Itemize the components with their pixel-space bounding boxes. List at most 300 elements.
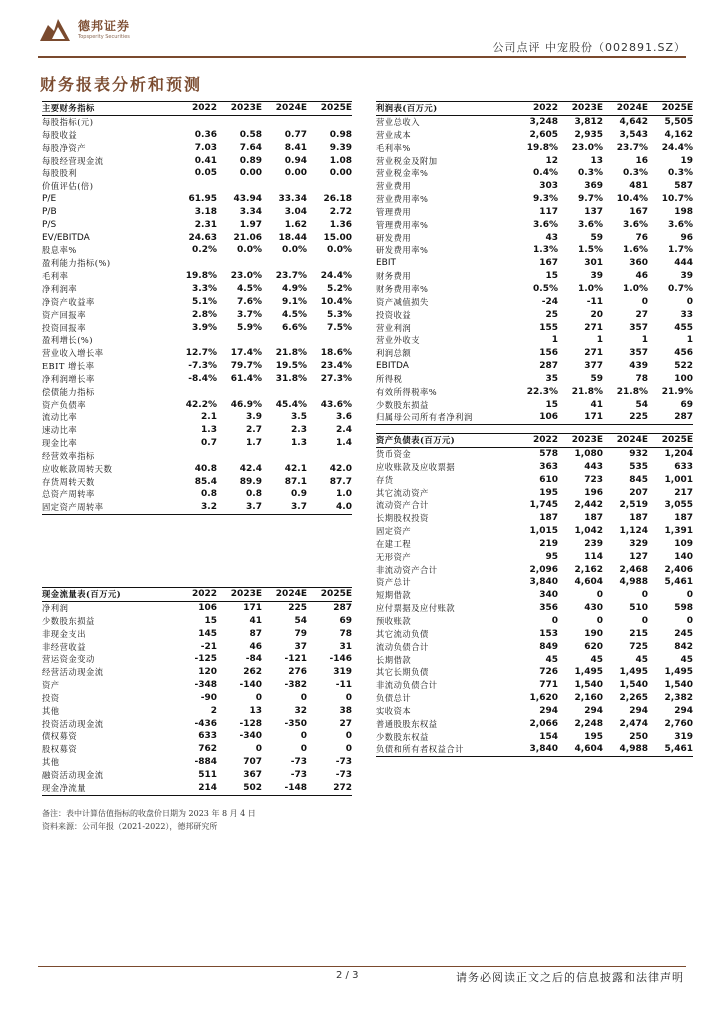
cell-value: 932 xyxy=(629,449,648,459)
table-row xyxy=(42,219,352,232)
row-label: 营运资金变动 xyxy=(42,654,95,665)
table-row xyxy=(42,450,352,463)
cell-value xyxy=(307,450,352,463)
table-row xyxy=(376,538,693,551)
cell-value: 33.34 xyxy=(278,194,307,205)
table-title: 现金流量表(百万元) xyxy=(42,588,172,602)
cell-value: 2024E xyxy=(603,102,648,116)
cell-value: 0 xyxy=(596,590,603,601)
cell-value: 2025E xyxy=(648,434,693,448)
row-label: 应付票据及应付账款 xyxy=(376,603,456,614)
cell-value: 357 xyxy=(629,322,648,333)
table-row xyxy=(376,628,693,641)
table-row xyxy=(42,488,352,501)
table-row xyxy=(376,322,693,335)
brand-logo-icon xyxy=(38,15,72,45)
table-row xyxy=(42,283,352,296)
cell-value: 1,620 xyxy=(529,693,558,704)
row-label: 长期股权投资 xyxy=(376,513,429,524)
row-label: 营业税金及附加 xyxy=(376,155,438,166)
cell-value: 444 xyxy=(674,258,693,269)
cell-value: 21.9% xyxy=(661,386,693,397)
cell-value: 41 xyxy=(590,399,603,410)
cell-value: 3,840 xyxy=(529,577,558,588)
cell-value: 1.6% xyxy=(623,245,648,256)
cell-value: 1 xyxy=(551,335,558,346)
table-row xyxy=(376,512,693,525)
table-row xyxy=(376,129,693,142)
row-label: 研发费用 xyxy=(376,232,412,243)
cell-value: 45 xyxy=(680,654,693,665)
row-label: 净利润率 xyxy=(42,283,78,294)
cell-value: 1.08 xyxy=(329,155,352,166)
cell-value: 0.3% xyxy=(668,168,693,179)
cell-value: 587 xyxy=(674,181,693,192)
cell-value: 45.4% xyxy=(275,399,307,410)
cell-value xyxy=(172,116,217,129)
cell-value: 430 xyxy=(584,603,603,614)
cell-value: 167 xyxy=(539,258,558,269)
cell-value: 1,540 xyxy=(664,680,693,691)
cell-value: 96 xyxy=(680,232,693,243)
cell-value: 87 xyxy=(249,628,262,639)
section-title: 财务报表分析和预测 xyxy=(40,75,203,94)
cell-value: 10.4% xyxy=(320,296,352,307)
cell-value xyxy=(217,386,262,399)
row-label: 存货周转天数 xyxy=(42,476,95,487)
row-label: 普通股股东权益 xyxy=(376,718,438,729)
row-label: EBITDA xyxy=(376,361,409,372)
cell-value xyxy=(217,334,262,347)
row-label: 投资 xyxy=(42,692,60,703)
table-row xyxy=(42,463,352,476)
cell-value: 12.7% xyxy=(185,348,217,359)
cell-value: 3.34 xyxy=(239,206,262,217)
cell-value: 4,162 xyxy=(664,129,693,140)
cash-flow-table xyxy=(42,587,352,796)
cell-value: 120 xyxy=(198,667,217,678)
cell-value: 19.8% xyxy=(185,271,217,282)
cell-value: 42.1 xyxy=(284,463,307,474)
cell-value: 3,248 xyxy=(529,117,558,127)
table-row xyxy=(376,296,693,309)
cell-value: 2022 xyxy=(513,102,558,116)
main-ratios-table xyxy=(42,101,352,515)
table-row xyxy=(376,411,693,424)
row-label: 营业税金率% xyxy=(376,168,429,179)
cell-value: 3,055 xyxy=(664,500,693,511)
cell-value xyxy=(217,257,262,270)
table-row xyxy=(376,654,693,667)
row-label: 现金净流量 xyxy=(42,782,172,795)
cell-value: 106 xyxy=(513,411,558,424)
table-row xyxy=(42,782,352,795)
cell-value: 0.3% xyxy=(623,168,648,179)
cell-value: 725 xyxy=(629,641,648,652)
cell-value: -73 xyxy=(290,757,307,768)
row-label: 固定资产 xyxy=(376,526,412,537)
cell-value: -8.4% xyxy=(188,373,217,384)
cell-value xyxy=(217,450,262,463)
cell-value: 207 xyxy=(629,487,648,498)
row-label: 负债总计 xyxy=(376,693,412,704)
cell-value: 239 xyxy=(584,538,603,549)
cell-value: 1.7 xyxy=(246,438,262,449)
cell-value: 59 xyxy=(590,232,603,243)
cell-value: -24 xyxy=(541,296,558,307)
cell-value: 3.6 xyxy=(336,412,352,423)
cell-value: 12 xyxy=(545,155,558,166)
cell-value: 15 xyxy=(545,399,558,410)
cell-value: 1.0% xyxy=(578,283,603,294)
row-label: 其他 xyxy=(42,757,60,768)
cell-value: 190 xyxy=(584,628,603,639)
cell-value: 225 xyxy=(603,411,648,424)
cell-value: 219 xyxy=(539,538,558,549)
table-header-row xyxy=(42,102,352,116)
cell-value: 25 xyxy=(545,309,558,320)
table-row xyxy=(42,679,352,692)
cell-value: 127 xyxy=(629,551,648,562)
cell-value: 154 xyxy=(539,731,558,742)
cell-value: -7.3% xyxy=(188,361,217,372)
cell-value: 2,066 xyxy=(529,718,558,729)
cell-value: 78 xyxy=(635,373,648,384)
cell-value: 0.7% xyxy=(668,283,693,294)
cell-value: 3.7 xyxy=(262,501,307,514)
cell-value: 287 xyxy=(333,603,352,613)
table-row xyxy=(376,551,693,564)
cell-value: 40.8 xyxy=(194,463,217,474)
table-row xyxy=(42,437,352,450)
table-row xyxy=(376,347,693,360)
table-row xyxy=(376,270,693,283)
cell-value: 5,461 xyxy=(648,743,693,756)
cell-value: 369 xyxy=(584,181,603,192)
table-row xyxy=(42,206,352,219)
cell-value xyxy=(262,386,307,399)
cell-value: 1,015 xyxy=(529,526,558,537)
row-label: 总资产周转率 xyxy=(42,489,95,500)
cell-value: 31.8% xyxy=(275,373,307,384)
brand-name: 德邦证券 xyxy=(78,19,131,33)
row-label: 管理费用 xyxy=(376,206,412,217)
table-row xyxy=(42,476,352,489)
table-row xyxy=(42,718,352,731)
table-row xyxy=(42,602,352,615)
cell-value: 76 xyxy=(635,232,648,243)
cell-value: 762 xyxy=(198,744,217,755)
cell-value: 16 xyxy=(635,155,648,166)
cell-value: 3,543 xyxy=(619,129,648,140)
cell-value: 3.9% xyxy=(192,322,217,333)
cell-value xyxy=(172,450,217,463)
cell-value: 287 xyxy=(539,361,558,372)
cell-value: 2.4 xyxy=(336,425,352,436)
cell-value: 217 xyxy=(674,487,693,498)
cell-value: 27.3% xyxy=(320,373,352,384)
cell-value: 23.0% xyxy=(571,142,603,153)
cell-value: 85.4 xyxy=(194,476,217,487)
table-row xyxy=(376,743,693,756)
row-label: EV/EBITDA xyxy=(42,232,90,243)
row-label: 营业利润 xyxy=(376,322,412,333)
cell-value: 153 xyxy=(539,628,558,639)
cell-value: 2.1 xyxy=(201,412,217,423)
cell-value: 4.5% xyxy=(282,309,307,320)
cell-value: 1.0% xyxy=(623,283,648,294)
table-row xyxy=(376,666,693,679)
row-label: 资产负债率 xyxy=(42,399,86,410)
cell-value: 610 xyxy=(539,474,558,485)
cell-value: 0 xyxy=(345,692,352,703)
cell-value: -11 xyxy=(586,296,603,307)
cell-value: 171 xyxy=(558,411,603,424)
cell-value: 356 xyxy=(539,603,558,614)
cell-value: 35 xyxy=(545,373,558,384)
table-row xyxy=(376,589,693,602)
table-row xyxy=(376,487,693,500)
row-label: 无形资产 xyxy=(376,551,412,562)
cell-value: 2025E xyxy=(648,102,693,116)
cell-value: 455 xyxy=(674,322,693,333)
row-label: 负债和所有者权益合计 xyxy=(376,743,513,756)
cell-value: 3.6% xyxy=(533,219,558,230)
cell-value: 42.0 xyxy=(329,463,352,474)
cell-value: 2,096 xyxy=(529,564,558,575)
cell-value: 156 xyxy=(539,348,558,359)
row-label: 少数股东权益 xyxy=(376,731,429,742)
cell-value: 10.7% xyxy=(661,194,693,205)
table-row xyxy=(42,399,352,412)
row-label: 有效所得税率% xyxy=(376,386,438,397)
cell-value: 114 xyxy=(584,551,603,562)
cell-value: -382 xyxy=(284,680,307,691)
cell-value: 2022 xyxy=(513,434,558,448)
table-row xyxy=(42,653,352,666)
row-label: 营业外收支 xyxy=(376,335,420,346)
row-label: 营业总收入 xyxy=(376,117,420,127)
table-row xyxy=(376,718,693,731)
valuation-date-note: 备注：表中计算估值指标的收盘价日期为 2023 年 8 月 4 日 xyxy=(42,809,256,818)
table-row xyxy=(376,244,693,257)
cell-value: 3.7% xyxy=(237,309,262,320)
cell-value: 17.4% xyxy=(230,348,262,359)
cell-value: 1.3 xyxy=(291,438,307,449)
cell-value: 262 xyxy=(243,667,262,678)
cell-value: 42.2% xyxy=(185,399,217,410)
cell-value xyxy=(262,257,307,270)
cell-value xyxy=(217,116,262,129)
cell-value: 19.5% xyxy=(275,361,307,372)
table-row xyxy=(376,283,693,296)
cell-value: 0.0% xyxy=(327,245,352,256)
row-label: 少数股东损益 xyxy=(42,615,95,626)
table-title: 资产负债表(百万元) xyxy=(376,434,513,448)
cell-value: 2023E xyxy=(217,102,262,116)
cell-value: 2.7 xyxy=(246,425,262,436)
table-row xyxy=(376,386,693,399)
cell-value: 19 xyxy=(680,155,693,166)
cell-value: 3.9 xyxy=(246,412,262,423)
cell-value: 23.7% xyxy=(275,271,307,282)
row-label: 股权募资 xyxy=(42,744,78,755)
row-label: 非现金支出 xyxy=(42,628,86,639)
cell-value: 276 xyxy=(288,667,307,678)
cell-value: 4.9% xyxy=(282,283,307,294)
table-row xyxy=(42,142,352,155)
cell-value: 443 xyxy=(584,461,603,472)
cell-value: -11 xyxy=(335,680,352,691)
cell-value: -146 xyxy=(329,654,352,665)
cell-value: 319 xyxy=(333,667,352,678)
cell-value: 2,468 xyxy=(619,564,648,575)
cell-value: 23.4% xyxy=(320,361,352,372)
cell-value: 294 xyxy=(539,705,558,716)
cell-value: 7.03 xyxy=(194,142,217,153)
cell-value: 0 xyxy=(300,731,307,742)
cell-value: 21.06 xyxy=(233,232,262,243)
cell-value: -140 xyxy=(239,680,262,691)
cell-value: 0 xyxy=(686,615,693,626)
table-row xyxy=(42,411,352,424)
cell-value: 0.41 xyxy=(194,155,217,166)
cell-value: 187 xyxy=(539,513,558,524)
cell-value: 5.2% xyxy=(327,283,352,294)
cell-value: 31 xyxy=(339,641,352,652)
table-row xyxy=(42,386,352,399)
row-label: 速动比率 xyxy=(42,425,78,436)
row-label: 营业成本 xyxy=(376,129,412,140)
cell-value: 456 xyxy=(674,348,693,359)
table-row xyxy=(42,167,352,180)
cell-value: 510 xyxy=(629,603,648,614)
cell-value: 109 xyxy=(674,538,693,549)
cell-value: 842 xyxy=(674,641,693,652)
cell-value: 1,745 xyxy=(529,500,558,511)
row-label: 其它长期负债 xyxy=(376,667,429,678)
row-label: 营业费用率% xyxy=(376,194,429,205)
cell-value: 21.8% xyxy=(275,348,307,359)
cell-value: 0 xyxy=(641,615,648,626)
cell-value: 439 xyxy=(629,361,648,372)
row-label: 现金比率 xyxy=(42,438,78,449)
cell-value: 9.3% xyxy=(533,194,558,205)
table-row xyxy=(42,373,352,386)
row-label: 其它流动资产 xyxy=(376,487,429,498)
row-label: EBIT xyxy=(376,258,397,269)
cell-value: 2,605 xyxy=(529,129,558,140)
table-row xyxy=(42,756,352,769)
cell-value: 3.7 xyxy=(217,501,262,514)
cell-value: 61.4% xyxy=(230,373,262,384)
cell-value: 3,840 xyxy=(513,743,558,756)
cell-value: 10.4% xyxy=(616,194,648,205)
cell-value: 0.05 xyxy=(194,168,217,179)
cell-value: 22.3% xyxy=(526,386,558,397)
footer-divider xyxy=(38,966,686,967)
row-label: 实收资本 xyxy=(376,705,412,716)
cell-value: 0.77 xyxy=(284,129,307,140)
cell-value: 1.5% xyxy=(578,245,603,256)
table-title: 利润表(百万元) xyxy=(376,102,513,116)
cell-value: 2,248 xyxy=(574,718,603,729)
cell-value: 187 xyxy=(584,513,603,524)
cell-value: 2,406 xyxy=(664,564,693,575)
header-divider xyxy=(38,56,686,58)
cell-value: 39 xyxy=(590,271,603,282)
cell-value: 13 xyxy=(590,155,603,166)
cell-value: 145 xyxy=(198,628,217,639)
cell-value: 43.6% xyxy=(320,399,352,410)
cell-value: -73 xyxy=(335,769,352,780)
cell-value: 849 xyxy=(539,641,558,652)
row-label: 营业费用 xyxy=(376,181,412,192)
row-label: 每股净资产 xyxy=(42,142,86,153)
table-header-row xyxy=(376,102,693,116)
cell-value: 32 xyxy=(294,705,307,716)
cell-value: 0.58 xyxy=(239,129,262,140)
cell-value: 5.9% xyxy=(237,322,262,333)
cell-value: 196 xyxy=(584,487,603,498)
table-row xyxy=(376,641,693,654)
cell-value: 2,519 xyxy=(619,500,648,511)
cell-value: 4,642 xyxy=(619,117,648,127)
row-label: 货币资金 xyxy=(376,449,412,459)
cell-value: 7.6% xyxy=(237,296,262,307)
row-label: 其它流动负债 xyxy=(376,628,429,639)
row-label: 每股指标(元) xyxy=(42,117,94,127)
cell-value: 1 xyxy=(686,335,693,346)
cell-value: 54 xyxy=(294,615,307,626)
cell-value: 1,540 xyxy=(574,680,603,691)
cell-value: 0.4% xyxy=(533,168,558,179)
table-row xyxy=(376,373,693,386)
row-label: 投资收益 xyxy=(376,309,412,320)
cell-value: 2024E xyxy=(603,434,648,448)
cell-value: 18.6% xyxy=(320,348,352,359)
cell-value: 2,382 xyxy=(664,693,693,704)
cell-value: 21.8% xyxy=(616,386,648,397)
cell-value: 1,495 xyxy=(619,667,648,678)
row-label: 流动负债合计 xyxy=(376,641,429,652)
cell-value: 535 xyxy=(629,461,648,472)
cell-value: -128 xyxy=(239,718,262,729)
row-label: P/B xyxy=(42,206,57,217)
cell-value: 2.3 xyxy=(291,425,307,436)
cell-value: 0.0% xyxy=(237,245,262,256)
cell-value: 26.18 xyxy=(323,194,352,205)
table-row xyxy=(376,155,693,168)
cell-value: 24.63 xyxy=(188,232,217,243)
row-label: 存货 xyxy=(376,474,394,485)
row-label: 非流动资产合计 xyxy=(376,564,438,575)
cell-value: 9.7% xyxy=(578,194,603,205)
table-row xyxy=(376,602,693,615)
cell-value: 294 xyxy=(629,705,648,716)
cell-value: 1.3% xyxy=(533,245,558,256)
cell-value: 1,080 xyxy=(574,449,603,459)
cell-value: 1.7% xyxy=(668,245,693,256)
row-label: 资产 xyxy=(42,680,60,691)
table-row xyxy=(42,180,352,193)
table-row xyxy=(376,615,693,628)
cell-value: 1.4 xyxy=(336,438,352,449)
table-row xyxy=(376,167,693,180)
row-label: 短期借款 xyxy=(376,590,412,601)
cell-value: 3.2 xyxy=(172,501,217,514)
cell-value: 3.5 xyxy=(291,412,307,423)
